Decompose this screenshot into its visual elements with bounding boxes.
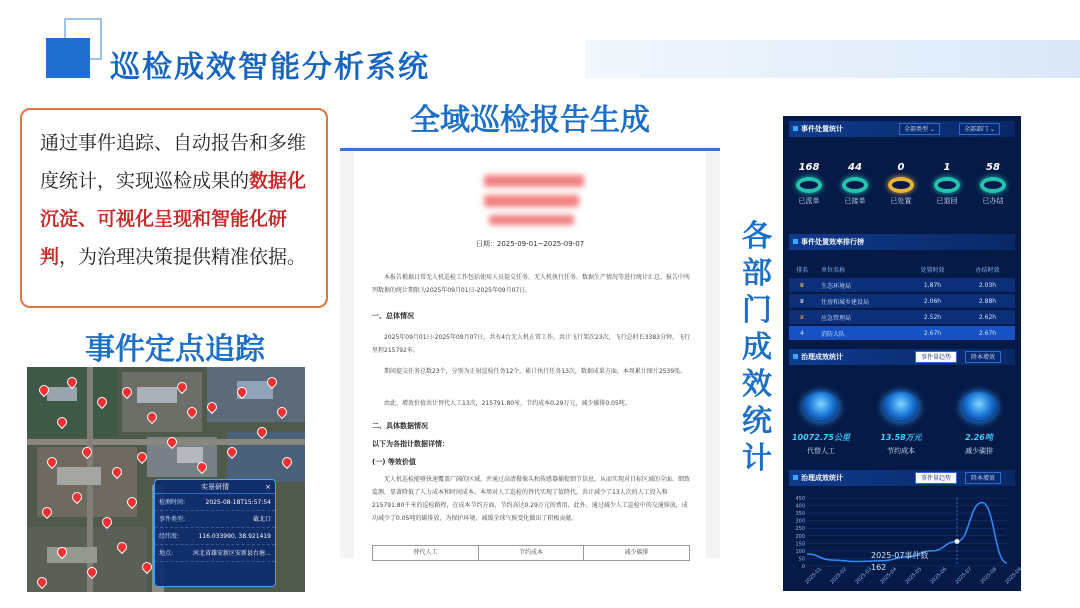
report-date: 日期：2025-09-01~2025-09-07 [475,240,585,248]
stat-completed: 58 已办结 [971,162,1015,206]
section-title-tracking: 事件定点追踪 [85,332,265,367]
description-highlight: 数据化沉淀、可视化呈现和智能化研判 [40,170,307,268]
section-title-report: 全域巡检报告生成 [410,103,650,138]
chart-tooltip: 2025-07事件数 162 [871,551,929,572]
event-detail-popup [154,479,276,587]
y-tick-label: 0 [801,564,805,570]
popup-row-coords: 经纬度: 116.033990, 38.921419 [155,528,275,545]
report-para-2: 期间提交任务总数23个，分别为正射巡检任务12个。累计执行任务13次，数据成果方面，本周累计图片2539张。 [384,368,687,375]
report-para-3: 由此，增效价值共计替代人工13次，215791.80米，节约成本0.29万元，减少碳排0.05吨。 [384,400,631,407]
report-section-1: 一、总体情况 [372,312,414,320]
redacted-title [489,215,574,225]
report-page [354,151,706,561]
title-decoration-block [46,38,90,78]
ranking-header: 事件处置效率排行榜 [789,234,1015,250]
x-tick-label: 2025-07 [954,566,974,586]
report-preview [340,148,720,558]
close-icon[interactable]: × [265,483,271,491]
stat-dispatched: 168 已派单 [787,162,831,206]
y-tick-label: 250 [795,526,805,533]
report-para-1: 2025年09月01日-2025年09月07日，共有4台无人机正常工作，共计飞行架次23次，飞行总时长3383分钟，飞行里程215792米。 [372,334,690,354]
x-tick-label: 2025-01 [804,566,824,586]
type-filter-select[interactable]: 全部类型 ⌄ [899,123,940,135]
ring-icon [980,177,1006,193]
cube-icon [803,392,839,422]
stat-accepted: 44 已接单 [833,162,877,206]
popup-row-location: 地点: 河北省雄安新区安新县台塘… [155,545,275,562]
report-intro: 本报告根据日常无人机巡检工作包括使用人员提交任务、无人机执行任务、数据生产情况等进行统计汇总，报告中所列数据的统计期限为2025年09月01日-2025年09月07日。 [372,274,691,294]
ring-icon [888,177,914,193]
x-tick-label: 2025-03 [854,566,874,586]
x-tick-label: 2025-08 [979,566,999,586]
y-tick-label: 400 [795,503,805,510]
tab-event-trend[interactable]: 事件量趋势 [915,351,957,363]
x-tick-label: 2025-09 [1004,566,1024,586]
description-text-end: ，为治理决策提供精准依据。 [59,246,307,268]
y-tick-label: 450 [795,496,805,502]
ranking-row[interactable]: 4 消防大队 2.67h 2.67h [789,326,1015,341]
ranking-row[interactable]: ♛ 生态环境局 1.87h 2.03h [789,278,1015,293]
gov-stat-carbon: 2.26吨 减少碳排 [949,392,1009,456]
x-tick-label: 2025-06 [929,566,949,586]
report-subsection-1: (一) 等效价值 [372,458,416,466]
popup-row-type: 事件类型: 截北口 [155,511,275,528]
report-subtitle: 以下为各指计数据详情： [372,440,449,448]
x-tick-label: 2025-04 [879,566,899,586]
x-tick-label: 2025-02 [829,566,849,586]
ranking-table-header: 排名 单位名称 处置时效 办结时效 [795,267,1000,274]
report-table-header: 替代人工 节约成本 减少碳排 [372,545,690,561]
y-tick-label: 100 [795,548,805,555]
ring-icon [796,177,822,193]
report-section-2: 二、具体数据情况 [372,422,428,430]
dept-filter-select[interactable]: 全部部门 ⌄ [959,123,1000,135]
x-tick-label: 2025-05 [904,566,924,586]
stat-handled: 0 已处置 [879,162,923,206]
stats-dashboard [783,116,1024,591]
ring-icon [842,177,868,193]
gov-stat-labor: 10072.75公里 代替人工 [791,392,851,456]
redacted-title [484,195,579,207]
event-map[interactable] [27,367,305,592]
ring-icon [934,177,960,193]
crown-icon: ♛ [799,313,805,321]
ranking-row[interactable]: ♛ 应急管理局 2.52h 2.62h [789,310,1015,325]
popup-title: 实景研情 [201,483,229,491]
y-tick-label: 50 [798,556,805,563]
crown-icon: ♛ [799,281,805,289]
description-box [20,108,328,308]
tab-event-trend-2[interactable]: 事件量趋势 [915,472,957,484]
section-title-dept-stats: 各部门成效统计 [742,219,772,476]
report-para-4: 无人机巡检能够快速覆盖广阔的区域，并通过高清摄像头和传感器捕捉细节信息，从而实现对目标区域的全面、细致监测。显著降低了人力成本和时间成本。本周对人工巡检的替代实现了值降代，共计减少了13人次的人工投入和215791.80千米的巡检路程，在成本节约方面，节约高达0.29万元的费用，此外，通过减少人工巡检中的交通排放，成功减少了0.05吨的碳排放，为保护环境、减缓全球气候变化做出了积极贡献。 [372,476,691,522]
crown-icon: ♛ [799,297,805,305]
y-tick-label: 300 [795,518,805,525]
ranking-row[interactable]: ♛ 住房和城乡建设局 2.06h 2.88h [789,294,1015,309]
y-tick-label: 150 [795,541,805,548]
tab-cost-reduction[interactable]: 降本增效 [965,351,1001,363]
stat-returned: 1 已退回 [925,162,969,206]
governance-header: 治理成效统计 [789,349,1015,365]
money-icon [883,392,919,422]
title-banner [585,40,1080,78]
page-title: 巡检成效智能分析系统 [110,50,430,85]
tab-cost-reduction-2[interactable]: 降本增效 [965,472,1001,484]
y-tick-label: 350 [795,511,805,518]
gov-stat-cost: 13.58万元 节约成本 [871,392,931,456]
y-tick-label: 200 [795,533,805,540]
description-text: 通过事件追踪、自动报告和多维度统计，实现巡检成果的 [40,132,307,192]
redacted-title [484,175,584,187]
disposal-stats-header: 事件处置统计 全部类型 ⌄ 全部部门 ⌄ [789,121,1015,137]
trend-header: 治理成效统计 [789,470,1015,486]
leaf-icon [961,392,997,422]
popup-row-time: 检测时间: 2025-08-18T15:57:54 [155,494,275,511]
